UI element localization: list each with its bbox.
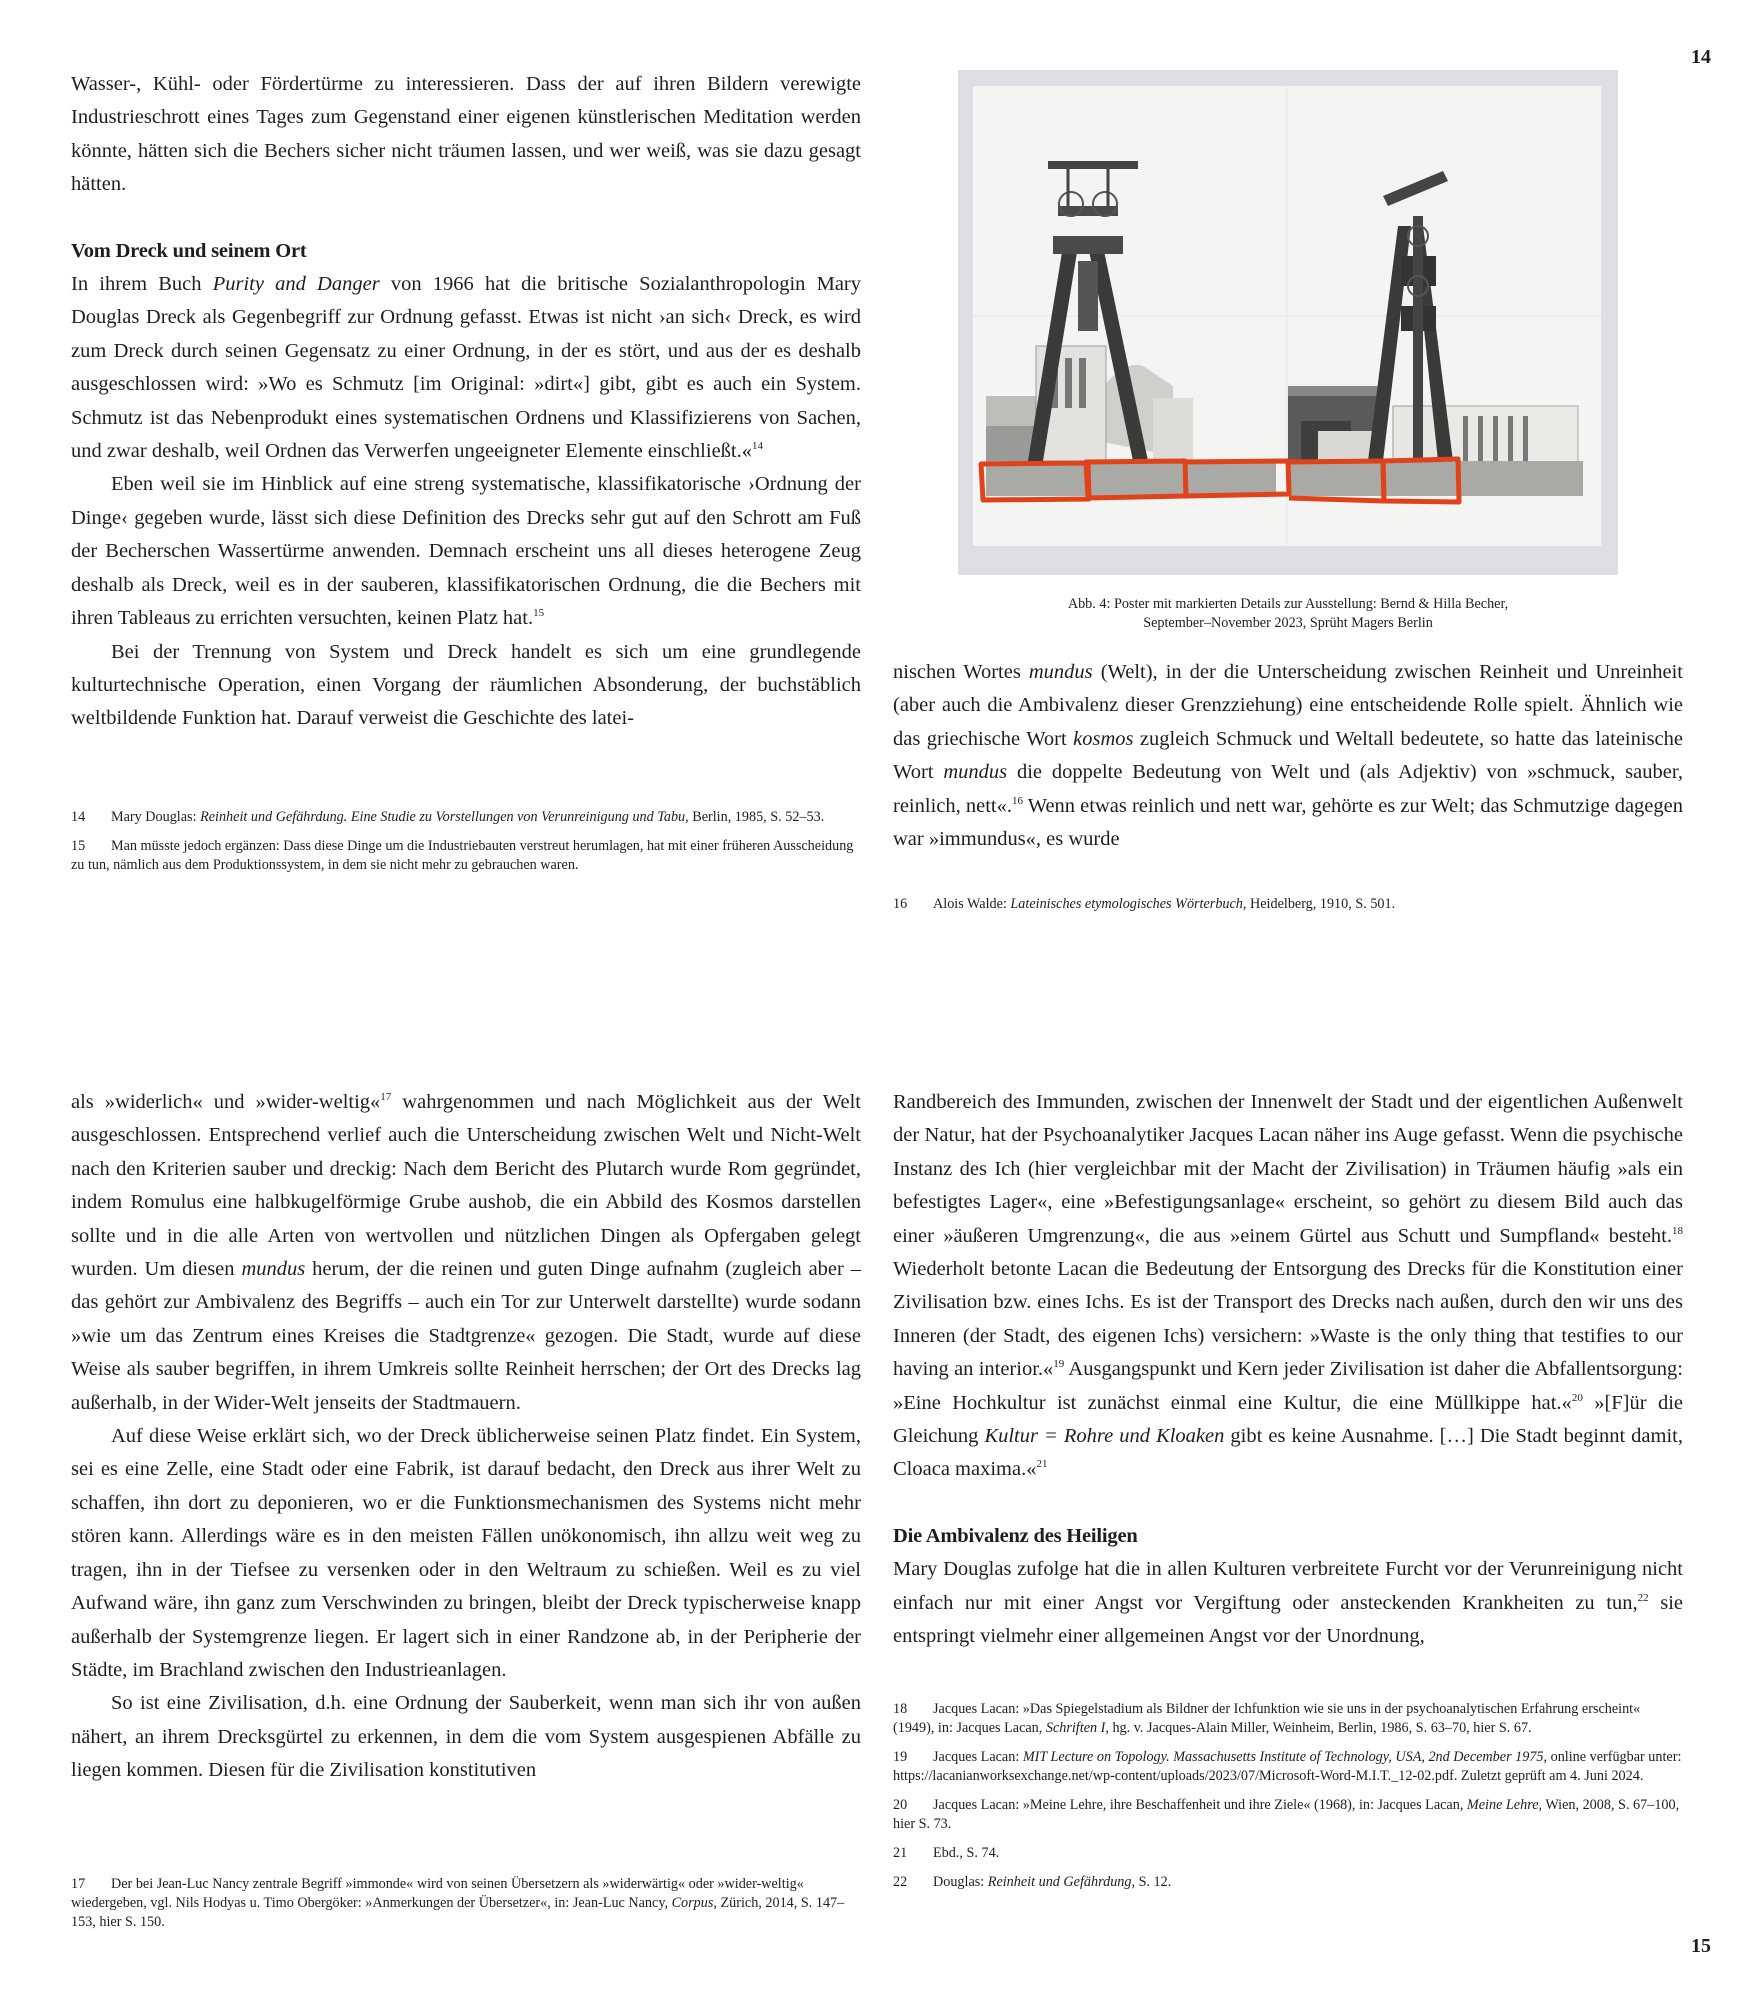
- headframe-photo-icon: [973, 86, 1601, 546]
- right-column: [893, 1086, 1683, 1654]
- footnote: 14 Mary Douglas: Reinheit und Gefährdung. Eine Studie zu Vorstellungen von Verunreinigung und Tabu, Berlin, 1985, S. 52–53.: [71, 809, 825, 825]
- paragraph: Wasser-, Kühl- oder Fördertürme zu interessieren. Dass der auf ihren Bildern verewigte Industrieschrott eines Tages zum Gegenstand einer eigenen künstlerischen Meditation werden könnte, hätten sich die Bechers sicher nicht träumen lassen, und wer weiß, was sie dazu gesagt hätten.: [71, 73, 861, 196]
- footnote: 18 Jacques Lacan: »Das Spiegelstadium als Bildner der Ichfunktion wie sie uns in der psychoanalytischen Erfahrung erscheint« (1949), in: Jacques Lacan, Schriften I, hg. v. Jacques-Alain Miller, Weinheim, Berlin, 1986, S. 63–70, hier S. 67.: [893, 1701, 1641, 1736]
- poster-image: [973, 86, 1601, 546]
- paragraph: In ihrem Buch Purity and Danger von 1966 hat die britische Sozialanthropologin Mary Douglas Dreck als Gegenbegriff zur Ordnung gefasst. Etwas ist nicht ›an sich‹ Dreck, es wird zum Dreck durch seinen Gegensatz zu einer Ordnung, in der es stört, und aus der es deshalb ausgeschlossen wird: »Wo es Schmutz [im Original: »dirt«] gibt, gibt es auch ein System. Schmutz ist das Nebenprodukt eines systematischen Ordnens und Klassifizierens von Sachen, und zwar deshalb, weil Ordnen das Verwerfen ungeeigneter Elemente einschließt.«$^{14}$: [71, 273, 862, 463]
- paragraph: Randbereich des Immunden, zwischen der Innenwelt der Stadt und der eigentlichen Außenwelt der Natur, hat der Psychoanalytiker Jacques Lacan näher ins Auge gefasst. Wenn die psychische Instanz des Ich (hier vergleichbar mit der Macht der Zivilisation) in Träumen häufig »als ein befestigtes Lager«, eine »Befestigungsanlage« erscheint, so gehört zu diesem Bild auch das einer »äußeren Umgrenzung«, die aus »einem Gürtel aus Schutt und Sumpfland« besteht.$^{18}$ Wiederholt betonte Lacan die Bedeutung der Entsorgung des Drecks für die Konstitution einer Zivilisation bzw. eines Ichs. Es ist der Transport des Drecks nach außen, durch den wir uns des Inneren (der Stadt, des eigenen Ichs) versichern: »Waste is the only thing that testifies to our having an interior.«$^{19}$ Ausgangspunkt und Kern jeder Zivilisation ist daher die Abfallentsorgung: »Eine Hochkultur ist zunächst einmal eine Kultur, die eine Müllkippe hat.«$^{20}$ »[F]ür die Gleichung Kultur = Rohre und Kloaken gibt es keine Ausnahme. […] Die Stadt beginnt damit, Cloaca maxima.«$^{21}$: [893, 1091, 1683, 1481]
- footnote-ref[interactable]: 22: [1637, 1591, 1649, 1604]
- section-body: [71, 268, 861, 736]
- section-heading: Vom Dreck und seinem Ort: [71, 239, 307, 262]
- footnotes-left: [71, 1875, 861, 1942]
- footnote: 21 Ebd., S. 74.: [893, 1845, 1000, 1861]
- intro-paragraph: [71, 68, 861, 202]
- footnote-ref[interactable]: 19: [1053, 1358, 1065, 1371]
- footnote-ref[interactable]: 17: [380, 1091, 392, 1103]
- footnote-ref[interactable]: 14: [752, 440, 763, 453]
- page-15: [0, 1000, 1747, 2000]
- footnote: 19 Jacques Lacan: MIT Lecture on Topology. Massachusetts Institute of Technology, USA, 2nd December 1975, online verfügbar unter: https://lacanianworksexchange.net/wp-content/uploads/2023/07/Microsoft-Word-M.I.T._12-02.pdf. Zuletzt geprüft am 4. Juni 2024.: [893, 1749, 1682, 1784]
- footnote-ref[interactable]: 15: [533, 607, 545, 620]
- footnote: 15 Man müsste jedoch ergänzen: Dass diese Dinge um die Industriebauten verstreut herumlagen, hat mit einer früheren Ausscheidung zu tun, nämlich aus dem Produktionssystem, in dem sie nicht mehr zu gebrauchen waren.: [71, 838, 854, 873]
- paragraph: nischen Wortes mundus (Welt), in der die Unterscheidung zwischen Reinheit und Unreinheit (aber auch die Ambivalenz dieser Grenzziehung) eine entscheidende Rolle spielt. Ähnlich wie das griechische Wort kosmos zugleich Schmuck und Weltall bedeutete, so hatte das lateinische Wort mundus die doppelte Bedeutung von Welt und (als Adjektiv) von »schmuck, sauber, reinlich, nett«.$^{16}$ Wenn etwas reinlich und nett war, gehörte es zur Welt; das Schmutzige dagegen war »immundus«, es wurde: [893, 661, 1684, 851]
- left-column: [71, 1086, 861, 1788]
- paragraph: Auf diese Weise erklärt sich, wo der Dreck üblicherweise seinen Platz findet. Ein System, sei es eine Zelle, eine Stadt oder eine Fabrik, ist darauf bedacht, den Dreck aus ihrer Welt zu schaffen, ihn dort zu deponieren, wo er die Funktionsmechanismen des Systems nicht mehr stören kann. Allerdings wäre es in den meisten Fällen unökonomisch, ihn allzu weit weg zu tragen, ihn in der Tiefsee zu versenken oder in den Weltraum zu schießen. Weil es zu viel Aufwand wäre, ihn ganz zum Verschwinden zu bringen, bleibt der Dreck typischerweise knapp außerhalb der Systemgrenze liegen. Er lagert sich in einer Randzone ab, in der Peripherie der Städte, im Brachland zwischen den Industrieanlagen.: [71, 1425, 861, 1681]
- footnote-ref[interactable]: 20: [1571, 1391, 1583, 1404]
- figure-caption: [893, 595, 1683, 633]
- footnote: 16 Alois Walde: Lateinisches etymologisches Wörterbuch, Heidelberg, 1910, S. 501.: [893, 896, 1396, 912]
- footnote: 22 Douglas: Reinheit und Gefährdung, S. 12.: [893, 1874, 1172, 1890]
- page-number: 15: [1691, 1935, 1711, 1957]
- footnote-ref[interactable]: 18: [1672, 1224, 1683, 1237]
- footnotes-right: [893, 1700, 1683, 1902]
- section-heading: Die Ambivalenz des Heiligen: [893, 1524, 1138, 1547]
- poster-figure: [958, 70, 1618, 575]
- paragraph: Bei der Trennung von System und Dreck handelt es sich um eine grundlegende kulturtechnische Operation, einen Vorgang der räumlichen Absonderung, der buchstäblich weltbildende Funktion hat. Darauf verweist die Geschichte des latei-: [71, 640, 861, 730]
- caption-line: September–November 2023, Sprüht Magers Berlin: [1143, 615, 1433, 631]
- right-column: [893, 656, 1683, 856]
- footnotes-right: [893, 895, 1683, 924]
- paragraph: Eben weil sie im Hinblick auf eine streng systematische, klassifikatorische ›Ordnung der Dinge‹ gegeben wurde, lässt sich diese Definition des Drecks sehr gut auf den Schrott am Fuß der Becherschen Wassertürme anwenden. Demnach erscheint uns all dieses heterogene Zeug deshalb als Dreck, weil es in der sauberen, klassifikatorischen Ordnung, die die Bechers mit ihren Tableaus zu errichten versuchten, keinen Platz hat.$^{15}$: [71, 473, 861, 630]
- caption-line: Abb. 4: Poster mit markierten Details zur Ausstellung: Bernd & Hilla Becher,: [1067, 596, 1509, 612]
- footnotes-left: [71, 808, 861, 885]
- footnote: 17 Der bei Jean-Luc Nancy zentrale Begriff »immonde« wird von seinen Übersetzern als »widerwärtig« oder »wider-weltig« wiedergeben, vgl. Nils Hodyas u. Timo Obergöker: »Anmerkungen der Übersetzer«, in: Jean-Luc Nancy, Corpus, Zürich, 2014, S. 147–153, hier S. 150.: [71, 1876, 845, 1930]
- footnote-ref[interactable]: 21: [1036, 1458, 1048, 1471]
- footnote: 20 Jacques Lacan: »Meine Lehre, ihre Beschaffenheit und ihre Ziele« (1968), in: Jacques Lacan, Meine Lehre, Wien, 2008, S. 67–100, hier S. 73.: [893, 1797, 1680, 1832]
- paragraph: als »widerlich« und »wider-weltig«$^{17}$ wahrgenommen und nach Möglichkeit aus der Welt ausgeschlossen. Entsprechend verlief auch die Unterscheidung zwischen Welt und Nicht-Welt nach den Kriterien sauber und dreckig: Nach dem Bericht des Plutarch wurde Rom gegründet, indem Romulus eine halbkugelförmige Grube aushob, die ein Abbild des Kosmos darstellen sollte und in die alle Arten von wertvollen und nützlichen Dingen als Opfergaben gelegt wurden. Um diesen mundus herum, der die reinen und guten Dinge aufnahm (zugleich aber – das gehört zur Ambivalenz des Begriffs – auch ein Tor zur Unterwelt darstellte) wurde sodann »wie um das Zentrum eines Kreises die Stadtgrenze« gezogen. Die Stadt, wurde auf diese Weise als sauber begriffen, in ihrem Umkreis sollte Reinheit herrschen; der Ort des Drecks lag außerhalb, in der Wider-Welt jenseits der Stadtmauern.: [71, 1091, 861, 1414]
- left-column: [71, 68, 861, 736]
- footnote-ref[interactable]: 16: [1011, 794, 1023, 807]
- page-number: 14: [1691, 46, 1711, 68]
- paragraph: Mary Douglas zufolge hat die in allen Kulturen verbreitete Furcht vor der Verunreinigung nicht einfach nur mit einer Angst vor Vergiftung oder ansteckenden Krankheiten zu tun,$^{22}$ sie entspringt vielmehr einer allgemeinen Angst vor der Unordnung,: [893, 1558, 1683, 1648]
- paragraph: So ist eine Zivilisation, d.h. eine Ordnung der Sauberkeit, wenn man sich ihr von außen nähert, an ihrem Drecksgürtel zu erkennen, in dem die vom System ausgespienen Abfälle zu liegen kommen. Diesen für die Zivilisation konstitutiven: [71, 1692, 861, 1782]
